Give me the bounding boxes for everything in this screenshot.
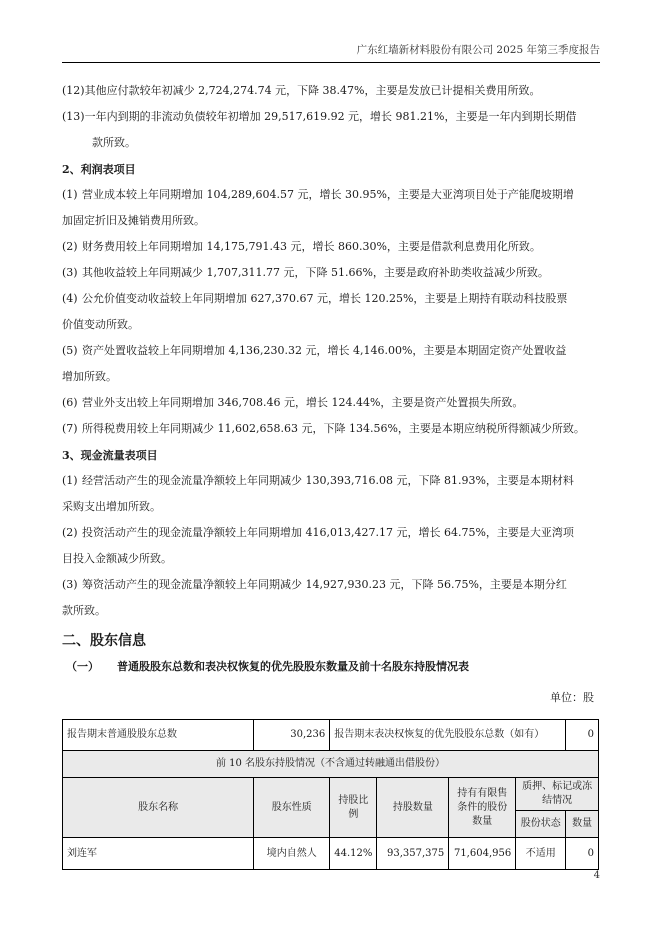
item-number: (4) (62, 292, 78, 305)
balance-item-13 (62, 104, 600, 130)
total-shareholders-label: 报告期末普通股股东总数 (63, 720, 254, 751)
item-text: 财务费用较上年同期增加 14,175,791.43 元，增长 860.30%，主要是借款利息费用化所致。 (82, 240, 541, 253)
subsection-title (66, 655, 600, 679)
cell-nature: 境内自然人 (254, 838, 330, 870)
income-item-cont: 价值变动所致。 (62, 318, 139, 331)
item-number: (13) (62, 110, 85, 123)
item-text: 营业成本较上年同期增加 104,289,604.57 元，增长 30.95%，主要是大亚湾项目处于产能爬坡期增 (82, 188, 574, 201)
balance-item-13-cont: 款所致。 (92, 136, 136, 149)
shareholders-table (62, 719, 599, 870)
item-number: (3) (62, 266, 78, 279)
income-item (62, 286, 600, 312)
cell-status: 不适用 (516, 838, 566, 870)
cell-count: 0 (566, 838, 599, 870)
balance-item-12 (62, 78, 600, 104)
income-item-cont: 增加所致。 (62, 370, 117, 383)
col-header-quantity: 持股数量 (377, 778, 449, 838)
income-item-cont: 加固定折旧及摊销费用所致。 (62, 214, 205, 227)
col-header-nature: 股东性质 (254, 778, 330, 838)
income-item (62, 390, 600, 416)
item-text: 一年内到期的非流动负债较年初增加 29,517,619.92 元，增长 981.21%，主要是一年内到期长期借 (84, 110, 577, 123)
subsection-text: 普通股股东总数和表决权恢复的优先股股东数量及前十名股东持股情况表 (117, 660, 469, 673)
income-item (62, 234, 600, 260)
document-body (62, 78, 600, 870)
cashflow-item-cont: 款所致。 (62, 604, 106, 617)
preferred-shareholders-label: 报告期末表决权恢复的优先股股东总数（如有） (330, 720, 566, 751)
item-text: 公允价值变动收益较上年同期增加 627,370.67 元，增长 120.25%，主要是上期持有联动科技股票 (82, 292, 568, 305)
table-row (63, 838, 599, 870)
income-item (62, 260, 600, 286)
item-number: (2) (62, 240, 78, 253)
item-number: (12) (62, 84, 85, 97)
col-header-count: 数量 (566, 811, 599, 838)
totals-row (63, 720, 599, 751)
header-title: 广东红墙新材料股份有限公司 2025 年第三季度报告 (356, 44, 600, 56)
cell-name: 刘连军 (63, 838, 254, 870)
item-number: (7) (62, 422, 78, 435)
item-text: 投资活动产生的现金流量净额较上年同期增加 416,013,427.17 元，增长 64.75%，主要是大亚湾项 (82, 526, 574, 539)
top10-caption-row (63, 751, 599, 778)
income-item (62, 416, 600, 442)
item-number: (5) (62, 344, 78, 357)
section-income-title: 2、利润表项目 (62, 163, 136, 176)
item-number: (3) (62, 578, 78, 591)
cashflow-item-cont: 目投入金额减少所致。 (62, 552, 172, 565)
total-shareholders-value: 30,236 (254, 720, 330, 751)
col-header-status: 股份状态 (516, 811, 566, 838)
item-number: (1) (62, 188, 78, 201)
item-number: (1) (62, 474, 78, 487)
table-header-row (63, 778, 599, 811)
top10-caption: 前 10 名股东持股情况（不含通过转融通出借股份） (63, 751, 599, 778)
item-text: 资产处置收益较上年同期增加 4,136,230.32 元，增长 4,146.00%，主要是本期固定资产处置收益 (82, 344, 567, 357)
cashflow-item (62, 520, 600, 546)
page-header (62, 42, 600, 63)
item-text: 其他应付款较年初减少 2,724,274.74 元，下降 38.47%，主要是发放已计提相关费用所致。 (84, 84, 541, 97)
item-text: 所得税费用较上年同期减少 11,602,658.63 元，下降 134.56%，主要是本期应纳税所得额减少所致。 (82, 422, 585, 435)
cell-ratio: 44.12% (330, 838, 377, 870)
cashflow-item (62, 572, 600, 598)
col-header-restricted: 持有有限售条件的股份数量 (449, 778, 516, 838)
subsection-index: （一） (66, 660, 99, 673)
unit-label: 单位：股 (550, 691, 594, 704)
item-text: 筹资活动产生的现金流量净额较上年同期减少 14,927,930.23 元，下降 56.75%，主要是本期分红 (82, 578, 567, 591)
part-shareholders-title: 二、股东信息 (62, 633, 146, 649)
item-number: (6) (62, 396, 78, 409)
income-item (62, 182, 600, 208)
page-number: 4 (593, 870, 600, 881)
cell-restricted: 71,604,956 (449, 838, 516, 870)
item-text: 营业外支出较上年同期增加 346,708.46 元，增长 124.44%，主要是资产处置损失所致。 (82, 396, 524, 409)
cashflow-item-cont: 采购支出增加所致。 (62, 500, 161, 513)
income-item (62, 338, 600, 364)
cell-quantity: 93,357,375 (377, 838, 449, 870)
item-number: (2) (62, 526, 78, 539)
col-header-pledge: 质押、标记或冻结情况 (516, 778, 599, 811)
item-text: 其他收益较上年同期减少 1,707,311.77 元，下降 51.66%，主要是政府补助类收益减少所致。 (82, 266, 549, 279)
section-cashflow-title: 3、现金流量表项目 (62, 449, 158, 462)
preferred-shareholders-value: 0 (566, 720, 599, 751)
col-header-name: 股东名称 (63, 778, 254, 838)
cashflow-item (62, 468, 600, 494)
item-text: 经营活动产生的现金流量净额较上年同期减少 130,393,716.08 元，下降 81.93%，主要是本期材料 (82, 474, 574, 487)
col-header-ratio: 持股比例 (330, 778, 377, 838)
